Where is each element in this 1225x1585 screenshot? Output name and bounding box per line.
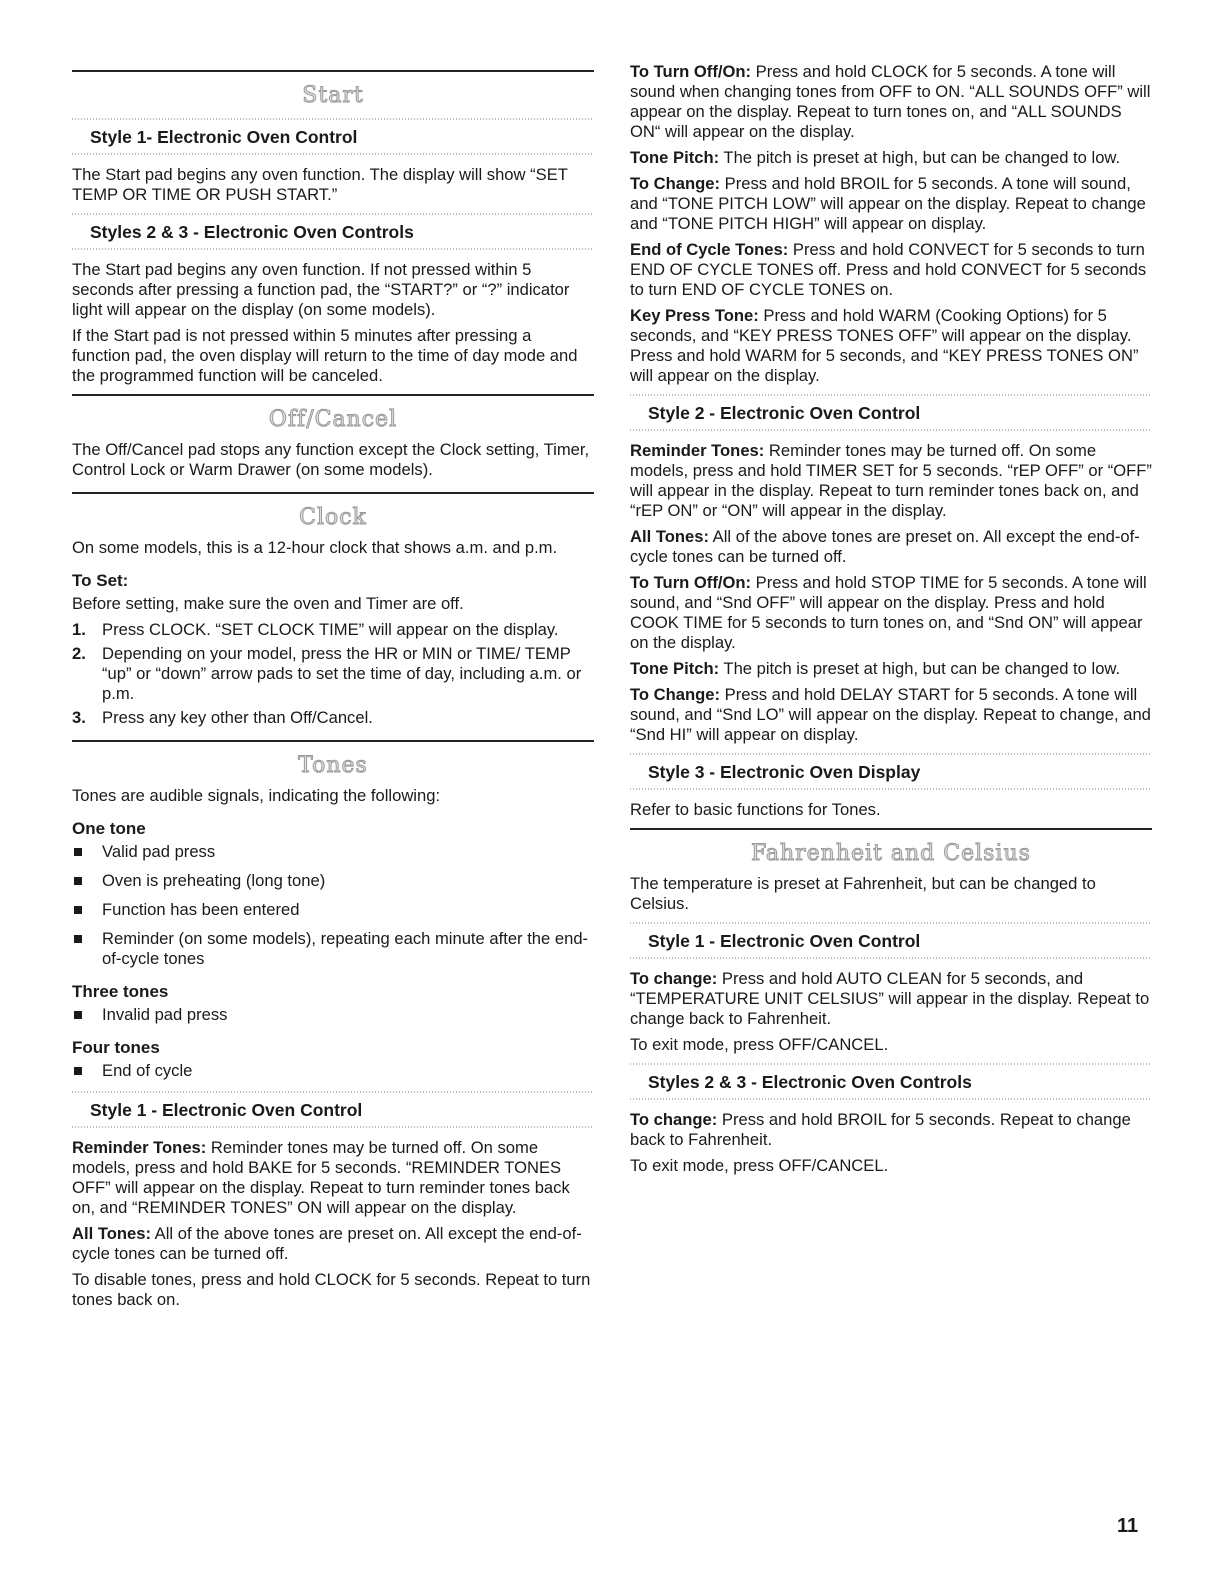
- paragraph: Tones are audible signals, indicating the following:: [72, 786, 441, 805]
- label: To Change:: [630, 685, 721, 704]
- step-number: 1.: [72, 620, 86, 639]
- label: Reminder Tones:: [630, 441, 765, 460]
- label: Reminder Tones:: [72, 1138, 207, 1157]
- paragraph: [72, 1224, 594, 1264]
- list-item: Valid pad press: [72, 842, 594, 862]
- heading-to-set: To Set:: [72, 571, 129, 590]
- page-number: 11: [1117, 1515, 1139, 1537]
- section-title-start: Start: [302, 83, 364, 108]
- text: Press and hold DELAY START for 5 seconds. A tone will sound, and “Snd LO” will appear on the display. Repeat to change, and “Snd HI” will appear on display.: [630, 685, 1151, 744]
- label: Tone Pitch:: [630, 148, 720, 167]
- step-text: Press any key other than Off/Cancel.: [102, 708, 373, 727]
- heading-one-tone: One tone: [72, 819, 146, 838]
- list-item: Reminder (on some models), repeating each minute after the end-of-cycle tones: [72, 929, 594, 969]
- text: The pitch is preset at high, but can be changed to low.: [719, 659, 1121, 678]
- text: All of the above tones are preset on. All except the end-of-cycle tones can be turned off.: [630, 527, 1140, 566]
- section-rule: [630, 828, 1152, 830]
- label: Key Press Tone:: [630, 306, 759, 325]
- subheader-styles23: Styles 2 & 3 - Electronic Oven Controls: [72, 213, 594, 250]
- text: All of the above tones are preset on. All except the end-of-cycle tones can be turned off.: [72, 1224, 582, 1263]
- paragraph: [630, 441, 1152, 521]
- paragraph: The Start pad begins any oven function. If not pressed within 5 seconds after pressing a function pad, the “START?” or “?” indicator light will appear on the display (on some models).: [72, 260, 570, 319]
- text: Press and hold CONVECT for 5 seconds to turn END OF CYCLE TONES off. Press and hold CONVECT for 5 seconds to turn END OF CYCLE TONES on.: [630, 240, 1147, 299]
- text: Reminder tones may be turned off. On some models, press and hold TIMER SET for 5 seconds. “rEP OFF” or “OFF” will appear in the display. Repeat to turn reminder tones back on, and “rEP ON” or “ON” will appear in the display.: [630, 441, 1152, 520]
- section-title-clock: Clock: [299, 505, 367, 530]
- three-tones-list: [72, 1005, 594, 1025]
- section-rule: [72, 740, 594, 742]
- text: Press and hold WARM (Cooking Options) for 5 seconds, and “KEY PRESS TONES OFF” will appear on the display. Press and hold WARM for 5 seconds, and “KEY PRESS TONES ON” will appear on the display.: [630, 306, 1139, 385]
- section-title-fahrenheit-celsius: Fahrenheit and Celsius: [751, 841, 1031, 866]
- four-tones-list: [72, 1061, 594, 1081]
- paragraph: Before setting, make sure the oven and Timer are off.: [72, 594, 464, 613]
- step-text: Depending on your model, press the HR or MIN or TIME/ TEMP “up” or “down” arrow pads to set the time of day, including a.m. or p.m.: [102, 644, 582, 703]
- paragraph: [630, 659, 1152, 679]
- text: The pitch is preset at high, but can be changed to low.: [719, 148, 1121, 167]
- section-title-offcancel: Off/Cancel: [268, 407, 398, 432]
- subheader-styles23-fc: Styles 2 & 3 - Electronic Oven Controls: [630, 1063, 1152, 1100]
- section-rule: [72, 394, 594, 396]
- paragraph: [630, 685, 1152, 745]
- label: All Tones:: [72, 1224, 151, 1243]
- subheader-style2: Style 2 - Electronic Oven Control: [630, 394, 1152, 431]
- heading-three-tones: Three tones: [72, 982, 169, 1001]
- paragraph: On some models, this is a 12-hour clock that shows a.m. and p.m.: [72, 538, 558, 557]
- paragraph: Refer to basic functions for Tones.: [630, 800, 881, 819]
- paragraph: If the Start pad is not pressed within 5 minutes after pressing a function pad, the oven display will return to the time of day mode and the programmed function will be canceled.: [72, 326, 578, 385]
- section-rule: [72, 492, 594, 494]
- paragraph: [630, 62, 1152, 142]
- section-title-tones: Tones: [298, 753, 368, 778]
- subheader-style1-tones: Style 1 - Electronic Oven Control: [72, 1091, 594, 1128]
- right-column: [630, 62, 1152, 1182]
- paragraph: To disable tones, press and hold CLOCK for 5 seconds. Repeat to turn tones back on.: [72, 1270, 591, 1309]
- text: Reminder tones may be turned off. On some models, press and hold BAKE for 5 seconds. “REMINDER TONES OFF” will appear on the display. Repeat to turn reminder tones back on, and “REMINDER TONES” ON will appear on the display.: [72, 1138, 570, 1217]
- step-number: 2.: [72, 644, 86, 663]
- list-item: [72, 708, 594, 728]
- list-item: [72, 644, 594, 704]
- paragraph: The Off/Cancel pad stops any function except the Clock setting, Timer, Control Lock or Warm Drawer (on some models).: [72, 440, 590, 479]
- paragraph: The temperature is preset at Fahrenheit, but can be changed to Celsius.: [630, 874, 1096, 913]
- subheader-style1-fc: Style 1 - Electronic Oven Control: [630, 922, 1152, 959]
- paragraph: To exit mode, press OFF/CANCEL.: [630, 1035, 889, 1054]
- subheader-style3: Style 3 - Electronic Oven Display: [630, 753, 1152, 790]
- paragraph: [630, 148, 1152, 168]
- subheader-style1: Style 1- Electronic Oven Control: [72, 118, 594, 155]
- list-item: Oven is preheating (long tone): [72, 871, 594, 891]
- list-item: Invalid pad press: [72, 1005, 594, 1025]
- clock-steps: [72, 620, 594, 728]
- label: To Turn Off/On:: [630, 573, 752, 592]
- paragraph: The Start pad begins any oven function. The display will show “SET TEMP OR TIME OR PUSH START.”: [72, 165, 568, 204]
- paragraph: To exit mode, press OFF/CANCEL.: [630, 1156, 889, 1175]
- label: To Change:: [630, 174, 721, 193]
- text: Press and hold CLOCK for 5 seconds. A tone will sound when changing tones from OFF to ON. “ALL SOUNDS OFF” will appear on the display. Repeat to turn tones on, and “ALL SOUNDS ON“ will appear on the display.: [630, 62, 1151, 141]
- list-item: End of cycle: [72, 1061, 594, 1081]
- heading-four-tones: Four tones: [72, 1038, 160, 1057]
- paragraph: [630, 174, 1152, 234]
- label: To Turn Off/On:: [630, 62, 752, 81]
- left-column: [72, 62, 594, 1316]
- paragraph: [630, 240, 1152, 300]
- step-number: 3.: [72, 708, 86, 727]
- step-text: Press CLOCK. “SET CLOCK TIME” will appear on the display.: [102, 620, 559, 639]
- paragraph: [630, 969, 1152, 1029]
- text: Press and hold BROIL for 5 seconds. Repeat to change back to Fahrenheit.: [630, 1110, 1131, 1149]
- section-rule: [72, 70, 594, 72]
- list-item: Function has been entered: [72, 900, 594, 920]
- label: End of Cycle Tones:: [630, 240, 789, 259]
- paragraph: [630, 573, 1152, 653]
- paragraph: [630, 306, 1152, 386]
- text: Press and hold STOP TIME for 5 seconds. A tone will sound, and “Snd OFF” will appear on the display. Press and hold COOK TIME for 5 seconds to turn tones on, and “Snd ON” will appear on the display.: [630, 573, 1147, 652]
- label: Tone Pitch:: [630, 659, 720, 678]
- label: To change:: [630, 1110, 718, 1129]
- paragraph: [630, 527, 1152, 567]
- text: Press and hold BROIL for 5 seconds. A tone will sound, and “TONE PITCH LOW” will appear on the display. Repeat to change and “TONE PITCH HIGH” will appear on display.: [630, 174, 1146, 233]
- list-item: [72, 620, 594, 640]
- label: To change:: [630, 969, 718, 988]
- paragraph: [72, 1138, 594, 1218]
- paragraph: [630, 1110, 1152, 1150]
- text: Press and hold AUTO CLEAN for 5 seconds, and “TEMPERATURE UNIT CELSIUS” will appear in the display. Repeat to change back to Fahrenheit.: [630, 969, 1150, 1028]
- label: All Tones:: [630, 527, 709, 546]
- one-tone-list: [72, 842, 594, 969]
